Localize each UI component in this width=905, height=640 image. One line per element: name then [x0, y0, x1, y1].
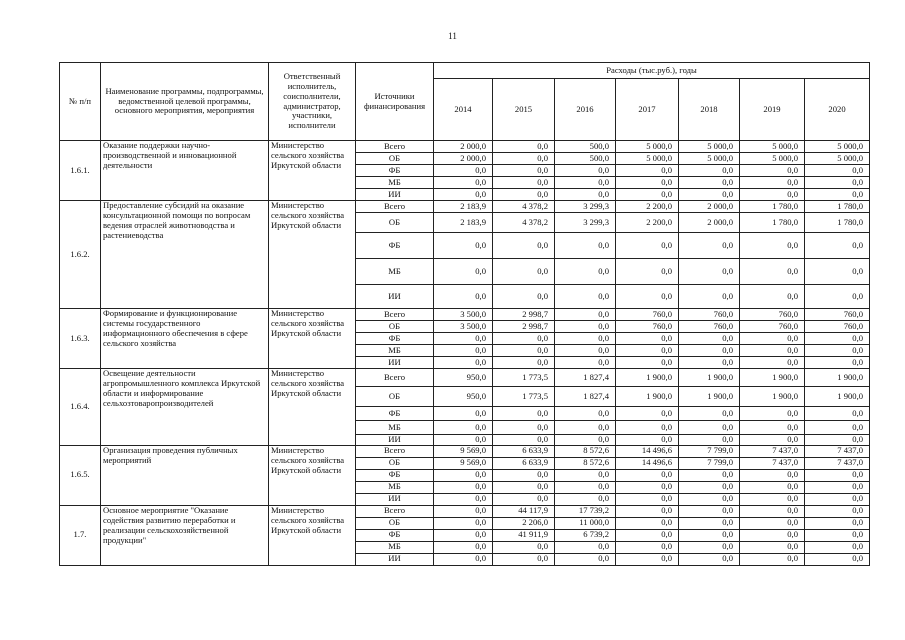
amount-cell: 2 000,0 — [679, 201, 740, 213]
amount-cell: 0,0 — [679, 259, 740, 285]
amount-cell: 0,0 — [434, 259, 493, 285]
funding-source: МБ — [356, 541, 434, 553]
amount-cell: 0,0 — [740, 357, 805, 369]
amount-cell: 0,0 — [616, 233, 679, 259]
amount-cell: 0,0 — [493, 141, 555, 153]
amount-cell: 1 900,0 — [740, 387, 805, 407]
amount-cell: 0,0 — [740, 553, 805, 565]
row-number: 1.6.2. — [60, 201, 101, 309]
amount-cell: 0,0 — [740, 481, 805, 493]
amount-cell: 0,0 — [679, 529, 740, 541]
amount-cell: 6 633,9 — [493, 457, 555, 469]
amount-cell: 0,0 — [740, 333, 805, 345]
amount-cell: 0,0 — [805, 333, 870, 345]
amount-cell: 0,0 — [740, 493, 805, 505]
amount-cell: 7 799,0 — [679, 445, 740, 457]
row-number: 1.6.5. — [60, 445, 101, 505]
amount-cell: 0,0 — [434, 469, 493, 481]
table-row — [60, 445, 870, 457]
funding-source: МБ — [356, 177, 434, 189]
activity-name: Организация проведения публичных мероприятий — [101, 445, 269, 505]
header-expenses: Расходы (тыс.руб.), годы — [434, 63, 870, 79]
table-row — [60, 201, 870, 213]
amount-cell: 0,0 — [493, 553, 555, 565]
header-year: 2018 — [679, 79, 740, 141]
amount-cell: 0,0 — [434, 435, 493, 446]
amount-cell: 0,0 — [805, 177, 870, 189]
funding-source: Всего — [356, 505, 434, 517]
amount-cell: 0,0 — [616, 165, 679, 177]
amount-cell: 0,0 — [679, 345, 740, 357]
activity-name: Оказание поддержки научно-производственной и инновационной деятельности — [101, 141, 269, 201]
amount-cell: 0,0 — [555, 285, 616, 309]
amount-cell: 0,0 — [679, 541, 740, 553]
amount-cell: 7 437,0 — [740, 457, 805, 469]
amount-cell: 0,0 — [616, 481, 679, 493]
amount-cell: 0,0 — [679, 407, 740, 421]
amount-cell: 2 200,0 — [616, 213, 679, 233]
amount-cell: 0,0 — [434, 165, 493, 177]
amount-cell: 0,0 — [740, 517, 805, 529]
amount-cell: 41 911,9 — [493, 529, 555, 541]
amount-cell: 0,0 — [616, 421, 679, 435]
funding-source: МБ — [356, 481, 434, 493]
amount-cell: 0,0 — [434, 481, 493, 493]
funding-source: ФБ — [356, 333, 434, 345]
amount-cell: 0,0 — [679, 233, 740, 259]
amount-cell: 0,0 — [493, 357, 555, 369]
amount-cell: 8 572,6 — [555, 445, 616, 457]
amount-cell: 3 500,0 — [434, 321, 493, 333]
funding-source: МБ — [356, 421, 434, 435]
amount-cell: 760,0 — [740, 321, 805, 333]
amount-cell: 0,0 — [740, 541, 805, 553]
amount-cell: 17 739,2 — [555, 505, 616, 517]
amount-cell: 0,0 — [679, 553, 740, 565]
executor-name: Министерство сельского хозяйства Иркутской области — [269, 369, 356, 446]
amount-cell: 0,0 — [616, 345, 679, 357]
amount-cell: 0,0 — [555, 553, 616, 565]
amount-cell: 0,0 — [679, 165, 740, 177]
amount-cell: 760,0 — [616, 309, 679, 321]
header-year: 2019 — [740, 79, 805, 141]
amount-cell: 1 773,5 — [493, 387, 555, 407]
amount-cell: 760,0 — [740, 309, 805, 321]
amount-cell: 1 780,0 — [805, 201, 870, 213]
amount-cell: 1 900,0 — [679, 387, 740, 407]
amount-cell: 14 496,6 — [616, 457, 679, 469]
executor-name: Министерство сельского хозяйства Иркутской области — [269, 445, 356, 505]
amount-cell: 9 569,0 — [434, 457, 493, 469]
amount-cell: 0,0 — [679, 505, 740, 517]
amount-cell: 0,0 — [679, 189, 740, 201]
amount-cell: 0,0 — [616, 517, 679, 529]
amount-cell: 0,0 — [493, 189, 555, 201]
amount-cell: 0,0 — [679, 435, 740, 446]
amount-cell: 0,0 — [679, 177, 740, 189]
amount-cell: 0,0 — [616, 407, 679, 421]
amount-cell: 0,0 — [679, 481, 740, 493]
amount-cell: 4 378,2 — [493, 201, 555, 213]
amount-cell: 0,0 — [740, 165, 805, 177]
amount-cell: 0,0 — [740, 177, 805, 189]
funding-source: ИИ — [356, 357, 434, 369]
header-executor: Ответственный исполнитель, соисполнители, администратор, участники, исполнители — [269, 63, 356, 141]
amount-cell: 950,0 — [434, 369, 493, 387]
amount-cell: 2 183,9 — [434, 201, 493, 213]
amount-cell: 2 206,0 — [493, 517, 555, 529]
amount-cell: 0,0 — [805, 541, 870, 553]
amount-cell: 44 117,9 — [493, 505, 555, 517]
amount-cell: 0,0 — [616, 469, 679, 481]
table-row — [60, 505, 870, 517]
amount-cell: 5 000,0 — [616, 141, 679, 153]
table-row — [60, 309, 870, 321]
funding-source: МБ — [356, 259, 434, 285]
amount-cell: 0,0 — [493, 165, 555, 177]
amount-cell: 0,0 — [493, 153, 555, 165]
row-number: 1.6.3. — [60, 309, 101, 369]
amount-cell: 0,0 — [434, 505, 493, 517]
amount-cell: 0,0 — [434, 421, 493, 435]
amount-cell: 1 827,4 — [555, 369, 616, 387]
amount-cell: 0,0 — [555, 309, 616, 321]
amount-cell: 1 900,0 — [740, 369, 805, 387]
amount-cell: 0,0 — [805, 165, 870, 177]
header-year: 2015 — [493, 79, 555, 141]
amount-cell: 0,0 — [493, 407, 555, 421]
funding-source: ОБ — [356, 517, 434, 529]
amount-cell: 0,0 — [434, 345, 493, 357]
amount-cell: 0,0 — [616, 333, 679, 345]
executor-name: Министерство сельского хозяйства Иркутской области — [269, 309, 356, 369]
amount-cell: 500,0 — [555, 141, 616, 153]
amount-cell: 0,0 — [493, 333, 555, 345]
amount-cell: 5 000,0 — [679, 141, 740, 153]
page-number: 11 — [448, 31, 457, 41]
amount-cell: 0,0 — [555, 435, 616, 446]
amount-cell: 0,0 — [555, 177, 616, 189]
amount-cell: 1 773,5 — [493, 369, 555, 387]
amount-cell: 0,0 — [805, 481, 870, 493]
amount-cell: 0,0 — [493, 259, 555, 285]
funding-source: ФБ — [356, 469, 434, 481]
amount-cell: 0,0 — [805, 345, 870, 357]
amount-cell: 0,0 — [805, 435, 870, 446]
amount-cell: 5 000,0 — [805, 141, 870, 153]
amount-cell: 0,0 — [493, 421, 555, 435]
amount-cell: 0,0 — [805, 233, 870, 259]
amount-cell: 0,0 — [555, 345, 616, 357]
amount-cell: 2 000,0 — [434, 141, 493, 153]
amount-cell: 0,0 — [555, 259, 616, 285]
row-number: 1.7. — [60, 505, 101, 565]
amount-cell: 9 569,0 — [434, 445, 493, 457]
amount-cell: 0,0 — [555, 321, 616, 333]
amount-cell: 8 572,6 — [555, 457, 616, 469]
funding-source: ФБ — [356, 165, 434, 177]
amount-cell: 0,0 — [616, 285, 679, 309]
amount-cell: 1 780,0 — [740, 213, 805, 233]
amount-cell: 0,0 — [493, 493, 555, 505]
header-year: 2016 — [555, 79, 616, 141]
amount-cell: 0,0 — [805, 529, 870, 541]
amount-cell: 2 000,0 — [679, 213, 740, 233]
amount-cell: 0,0 — [616, 493, 679, 505]
amount-cell: 2 000,0 — [434, 153, 493, 165]
amount-cell: 760,0 — [616, 321, 679, 333]
amount-cell: 0,0 — [434, 285, 493, 309]
amount-cell: 0,0 — [555, 165, 616, 177]
funding-source: ИИ — [356, 553, 434, 565]
amount-cell: 7 437,0 — [805, 445, 870, 457]
amount-cell: 3 299,3 — [555, 213, 616, 233]
amount-cell: 950,0 — [434, 387, 493, 407]
amount-cell: 7 437,0 — [740, 445, 805, 457]
funding-source: Всего — [356, 369, 434, 387]
amount-cell: 0,0 — [555, 541, 616, 553]
activity-name: Предоставление субсидий на оказание консультационной помощи по вопросам ведения отраслей животноводства и растениеводства — [101, 201, 269, 309]
funding-source: Всего — [356, 201, 434, 213]
budget-table — [59, 62, 870, 566]
amount-cell: 0,0 — [555, 421, 616, 435]
header-num: № п/п — [60, 63, 101, 141]
amount-cell: 0,0 — [616, 529, 679, 541]
amount-cell: 0,0 — [616, 357, 679, 369]
amount-cell: 0,0 — [679, 421, 740, 435]
amount-cell: 0,0 — [555, 493, 616, 505]
amount-cell: 0,0 — [679, 469, 740, 481]
amount-cell: 6 739,2 — [555, 529, 616, 541]
amount-cell: 0,0 — [805, 259, 870, 285]
amount-cell: 0,0 — [740, 529, 805, 541]
amount-cell: 0,0 — [679, 333, 740, 345]
amount-cell: 0,0 — [740, 505, 805, 517]
row-number: 1.6.4. — [60, 369, 101, 446]
header-name: Наименование программы, подпрограммы, ведомственной целевой программы, основного мероприятия, мероприятия — [101, 63, 269, 141]
activity-name: Формирование и функционирование системы государственного информационного обеспечения в сфере сельского хозяйства — [101, 309, 269, 369]
table-row — [60, 369, 870, 387]
header-year: 2020 — [805, 79, 870, 141]
funding-source: ИИ — [356, 189, 434, 201]
amount-cell: 0,0 — [434, 493, 493, 505]
header-year: 2017 — [616, 79, 679, 141]
amount-cell: 0,0 — [740, 421, 805, 435]
amount-cell: 0,0 — [434, 333, 493, 345]
amount-cell: 0,0 — [740, 345, 805, 357]
amount-cell: 0,0 — [679, 493, 740, 505]
amount-cell: 3 500,0 — [434, 309, 493, 321]
header-year: 2014 — [434, 79, 493, 141]
amount-cell: 0,0 — [616, 177, 679, 189]
executor-name: Министерство сельского хозяйства Иркутской области — [269, 505, 356, 565]
funding-source: ОБ — [356, 387, 434, 407]
amount-cell: 0,0 — [805, 285, 870, 309]
amount-cell: 0,0 — [616, 553, 679, 565]
amount-cell: 1 900,0 — [679, 369, 740, 387]
amount-cell: 760,0 — [679, 309, 740, 321]
amount-cell: 5 000,0 — [740, 141, 805, 153]
amount-cell: 5 000,0 — [616, 153, 679, 165]
amount-cell: 0,0 — [493, 177, 555, 189]
funding-source: ИИ — [356, 493, 434, 505]
amount-cell: 0,0 — [493, 481, 555, 493]
amount-cell: 0,0 — [740, 285, 805, 309]
amount-cell: 0,0 — [555, 407, 616, 421]
executor-name: Министерство сельского хозяйства Иркутской области — [269, 141, 356, 201]
amount-cell: 760,0 — [805, 309, 870, 321]
amount-cell: 4 378,2 — [493, 213, 555, 233]
amount-cell: 6 633,9 — [493, 445, 555, 457]
amount-cell: 0,0 — [616, 259, 679, 285]
amount-cell: 0,0 — [434, 407, 493, 421]
funding-source: ОБ — [356, 457, 434, 469]
activity-name: Освещение деятельности агропромышленного комплекса Иркутской области и информирование сельхозтоваропроизводителей — [101, 369, 269, 446]
amount-cell: 1 900,0 — [616, 387, 679, 407]
amount-cell: 0,0 — [740, 233, 805, 259]
amount-cell: 0,0 — [555, 189, 616, 201]
amount-cell: 0,0 — [555, 357, 616, 369]
amount-cell: 0,0 — [434, 177, 493, 189]
amount-cell: 0,0 — [434, 553, 493, 565]
amount-cell: 0,0 — [805, 469, 870, 481]
amount-cell: 0,0 — [616, 541, 679, 553]
amount-cell: 14 496,6 — [616, 445, 679, 457]
amount-cell: 0,0 — [740, 407, 805, 421]
amount-cell: 1 900,0 — [805, 369, 870, 387]
amount-cell: 0,0 — [805, 505, 870, 517]
amount-cell: 0,0 — [555, 481, 616, 493]
amount-cell: 1 780,0 — [805, 213, 870, 233]
amount-cell: 2 183,9 — [434, 213, 493, 233]
amount-cell: 0,0 — [434, 529, 493, 541]
amount-cell: 1 900,0 — [805, 387, 870, 407]
funding-source: ФБ — [356, 529, 434, 541]
amount-cell: 0,0 — [493, 541, 555, 553]
amount-cell: 1 900,0 — [616, 369, 679, 387]
funding-source: МБ — [356, 345, 434, 357]
amount-cell: 1 827,4 — [555, 387, 616, 407]
funding-source: ИИ — [356, 285, 434, 309]
amount-cell: 0,0 — [805, 553, 870, 565]
amount-cell: 0,0 — [616, 505, 679, 517]
amount-cell: 0,0 — [740, 469, 805, 481]
amount-cell: 0,0 — [493, 233, 555, 259]
funding-source: ФБ — [356, 233, 434, 259]
amount-cell: 2 998,7 — [493, 321, 555, 333]
amount-cell: 11 000,0 — [555, 517, 616, 529]
amount-cell: 500,0 — [555, 153, 616, 165]
amount-cell: 0,0 — [616, 435, 679, 446]
amount-cell: 5 000,0 — [679, 153, 740, 165]
amount-cell: 760,0 — [679, 321, 740, 333]
amount-cell: 5 000,0 — [805, 153, 870, 165]
amount-cell: 0,0 — [434, 357, 493, 369]
amount-cell: 0,0 — [493, 345, 555, 357]
amount-cell: 760,0 — [805, 321, 870, 333]
amount-cell: 0,0 — [555, 233, 616, 259]
row-number: 1.6.1. — [60, 141, 101, 201]
amount-cell: 0,0 — [493, 469, 555, 481]
funding-source: ОБ — [356, 321, 434, 333]
amount-cell: 1 780,0 — [740, 201, 805, 213]
activity-name: Основное мероприятие "Оказание содействия развитию переработки и реализации сельскохозяйственной продукции" — [101, 505, 269, 565]
amount-cell: 0,0 — [555, 469, 616, 481]
header-source: Источники финансирования — [356, 63, 434, 141]
amount-cell: 0,0 — [740, 259, 805, 285]
amount-cell: 0,0 — [434, 541, 493, 553]
amount-cell: 0,0 — [805, 357, 870, 369]
amount-cell: 7 799,0 — [679, 457, 740, 469]
funding-source: Всего — [356, 309, 434, 321]
amount-cell: 0,0 — [740, 189, 805, 201]
amount-cell: 0,0 — [740, 435, 805, 446]
amount-cell: 0,0 — [805, 407, 870, 421]
amount-cell: 2 998,7 — [493, 309, 555, 321]
amount-cell: 0,0 — [805, 421, 870, 435]
funding-source: ФБ — [356, 407, 434, 421]
table-row — [60, 141, 870, 153]
amount-cell: 0,0 — [679, 517, 740, 529]
amount-cell: 0,0 — [616, 189, 679, 201]
amount-cell: 0,0 — [805, 493, 870, 505]
amount-cell: 2 200,0 — [616, 201, 679, 213]
amount-cell: 0,0 — [805, 517, 870, 529]
amount-cell: 7 437,0 — [805, 457, 870, 469]
amount-cell: 0,0 — [493, 285, 555, 309]
amount-cell: 3 299,3 — [555, 201, 616, 213]
amount-cell: 5 000,0 — [740, 153, 805, 165]
funding-source: Всего — [356, 141, 434, 153]
amount-cell: 0,0 — [434, 517, 493, 529]
amount-cell: 0,0 — [493, 435, 555, 446]
amount-cell: 0,0 — [434, 233, 493, 259]
amount-cell: 0,0 — [679, 285, 740, 309]
amount-cell: 0,0 — [555, 333, 616, 345]
funding-source: ИИ — [356, 435, 434, 446]
funding-source: ОБ — [356, 153, 434, 165]
funding-source: Всего — [356, 445, 434, 457]
executor-name: Министерство сельского хозяйства Иркутской области — [269, 201, 356, 309]
funding-source: ОБ — [356, 213, 434, 233]
amount-cell: 0,0 — [805, 189, 870, 201]
amount-cell: 0,0 — [434, 189, 493, 201]
amount-cell: 0,0 — [679, 357, 740, 369]
